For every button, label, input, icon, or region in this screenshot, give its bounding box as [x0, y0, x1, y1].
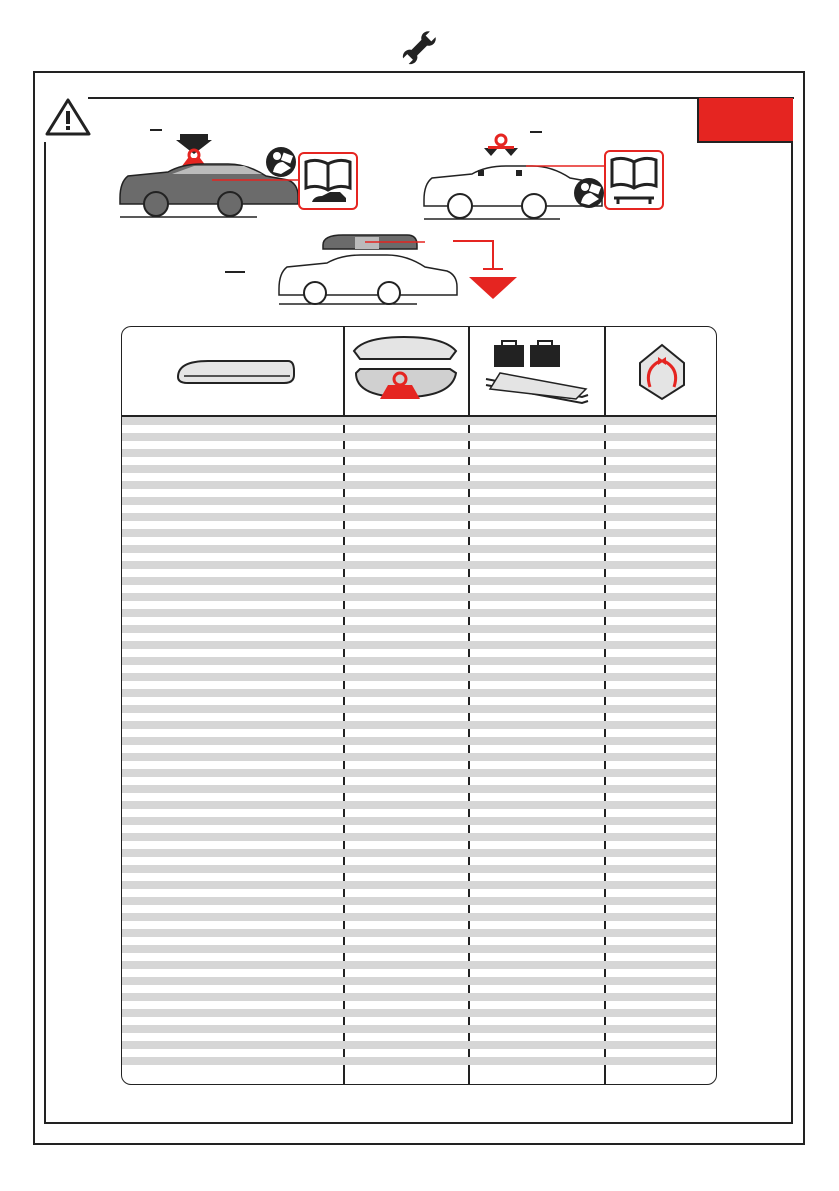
table-row — [122, 481, 716, 489]
luggage-and-skis-icon — [480, 339, 596, 407]
table-row — [122, 577, 716, 585]
table-row — [122, 449, 716, 457]
table-row — [122, 961, 716, 969]
table-row — [122, 593, 716, 601]
table-row — [122, 561, 716, 569]
table-row — [122, 929, 716, 937]
table-row — [122, 849, 716, 857]
table-row — [122, 513, 716, 521]
table-row — [122, 1041, 716, 1049]
table-row — [122, 1009, 716, 1017]
table-row — [122, 705, 716, 713]
wrench-icon — [398, 25, 442, 69]
table-row — [122, 945, 716, 953]
table-row — [122, 881, 716, 889]
table-row — [122, 529, 716, 537]
roof-box-icon — [174, 357, 298, 387]
manual-book-icon — [604, 150, 664, 210]
table-row — [122, 497, 716, 505]
table-row — [122, 897, 716, 905]
table-row — [122, 657, 716, 665]
open-roof-box-with-weight-icon — [350, 333, 462, 413]
warning-triangle-icon — [44, 97, 92, 137]
car-roof-box-illustration — [225, 225, 525, 305]
table-row — [122, 1057, 716, 1065]
red-flag — [697, 98, 793, 143]
load-distribution-icon — [632, 341, 692, 403]
table-row — [122, 785, 716, 793]
table-row — [122, 753, 716, 761]
table-row — [122, 977, 716, 985]
table-rows — [122, 417, 716, 1073]
manual-book-icon — [298, 152, 358, 210]
table-row — [122, 865, 716, 873]
load-table — [121, 326, 717, 1085]
table-row — [122, 993, 716, 1001]
table-row — [122, 833, 716, 841]
table-row — [122, 625, 716, 633]
person-reading-icon — [265, 146, 297, 178]
table-row — [122, 417, 716, 425]
table-row — [122, 609, 716, 617]
table-row — [122, 641, 716, 649]
table-row — [122, 801, 716, 809]
table-row — [122, 465, 716, 473]
table-row — [122, 817, 716, 825]
table-row — [122, 769, 716, 777]
table-row — [122, 545, 716, 553]
table-row — [122, 1025, 716, 1033]
table-row — [122, 673, 716, 681]
table-row — [122, 433, 716, 441]
table-row — [122, 913, 716, 921]
table-row — [122, 737, 716, 745]
table-row — [122, 689, 716, 697]
person-reading-icon — [573, 177, 605, 209]
table-row — [122, 721, 716, 729]
